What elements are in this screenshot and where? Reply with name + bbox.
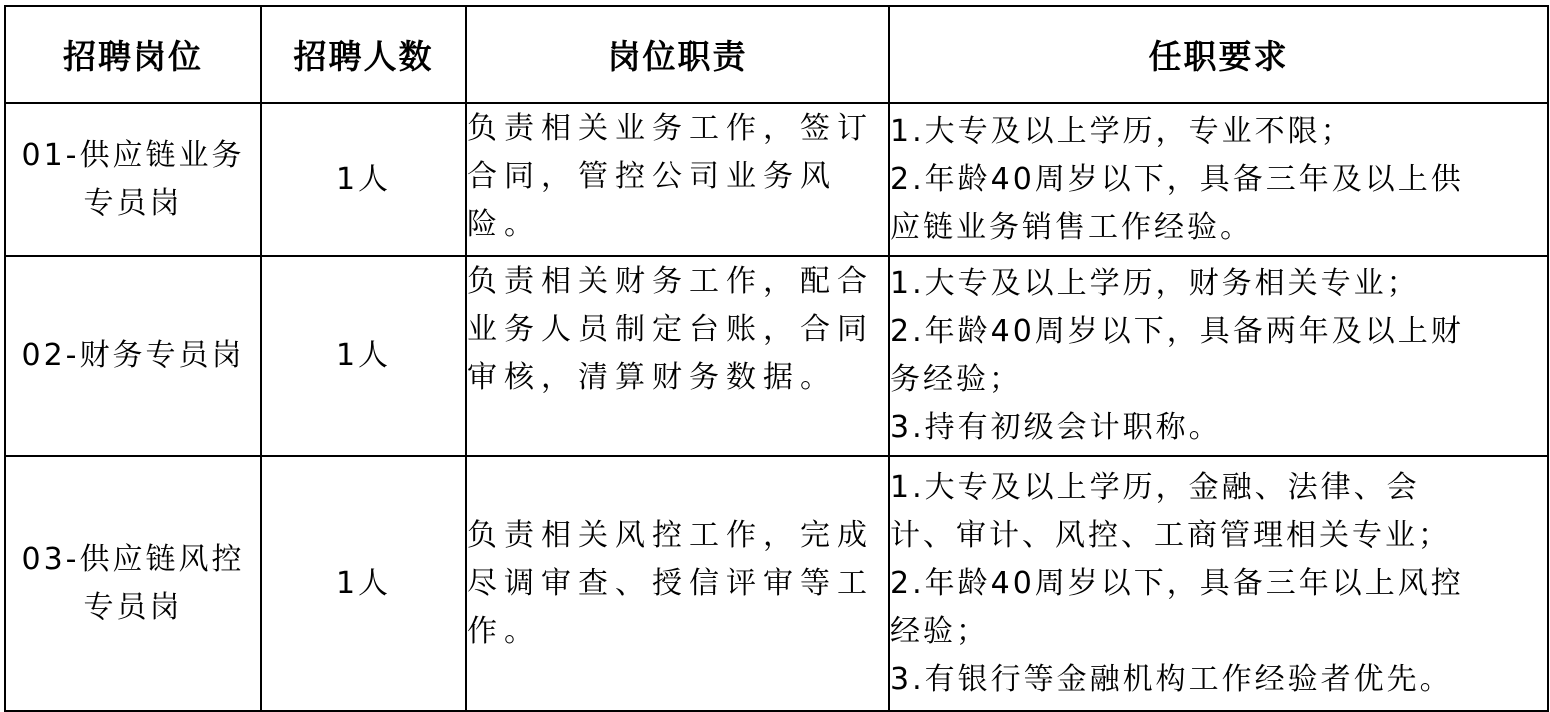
table-row [5,103,1548,256]
duty-cell: 负责相关财务工作，配合业务人员制定台账，合同审核，清算财务数据。 [466,256,889,456]
header-position: 招聘岗位 [5,6,261,103]
requirement-line: 应链业务销售工作经验。 [890,209,1253,245]
position-cell [5,103,261,256]
headcount-cell: 1人 [261,103,466,256]
position-name-line: 专员岗 [83,589,183,625]
header-count: 招聘人数 [261,6,466,103]
table-row [5,456,1548,711]
header-duty: 岗位职责 [466,6,889,103]
headcount-cell: 1人 [261,456,466,711]
requirements-cell [889,456,1548,711]
headcount-cell: 1人 [261,256,466,456]
requirement-line: 2.年龄40周岁以下，具备两年及以上财 [890,314,1464,349]
position-cell [5,456,261,711]
requirement-line: 务经验； [890,362,1022,397]
position-name-line: 02-财务专员岗 [21,338,245,373]
requirements-cell [889,256,1548,456]
requirement-line: 2.年龄40周岁以下，具备三年以上风控 [890,565,1464,601]
position-cell [5,256,261,456]
requirement-line: 计、审计、风控、工商管理相关专业； [890,517,1451,553]
header-requirements: 任职要求 [889,6,1548,103]
requirements-cell [889,103,1548,256]
requirement-line: 3.有银行等金融机构工作经验者优先。 [890,661,1453,697]
recruitment-table [4,5,1549,712]
duty-cell: 负责相关风控工作，完成尽调审查、授信评审等工作。 [466,456,889,711]
requirement-line: 2.年龄40周岁以下，具备三年及以上供 [890,161,1464,197]
requirement-line: 1.大专及以上学历，财务相关专业； [890,266,1420,301]
table-header-row [5,6,1548,103]
position-name-line: 专员岗 [83,185,183,221]
requirement-line: 经验； [890,613,989,649]
position-name-line: 01-供应链业务 [21,137,245,173]
duty-cell: 负责相关业务工作，签订合同，管控公司业务风险。 [466,103,889,256]
table-row [5,256,1548,456]
requirement-line: 1.大专及以上学历，专业不限； [890,113,1354,149]
position-name-line: 03-供应链风控 [21,541,245,577]
requirement-line: 1.大专及以上学历，金融、法律、会 [890,469,1420,505]
requirement-line: 3.持有初级会计职称。 [890,410,1222,445]
